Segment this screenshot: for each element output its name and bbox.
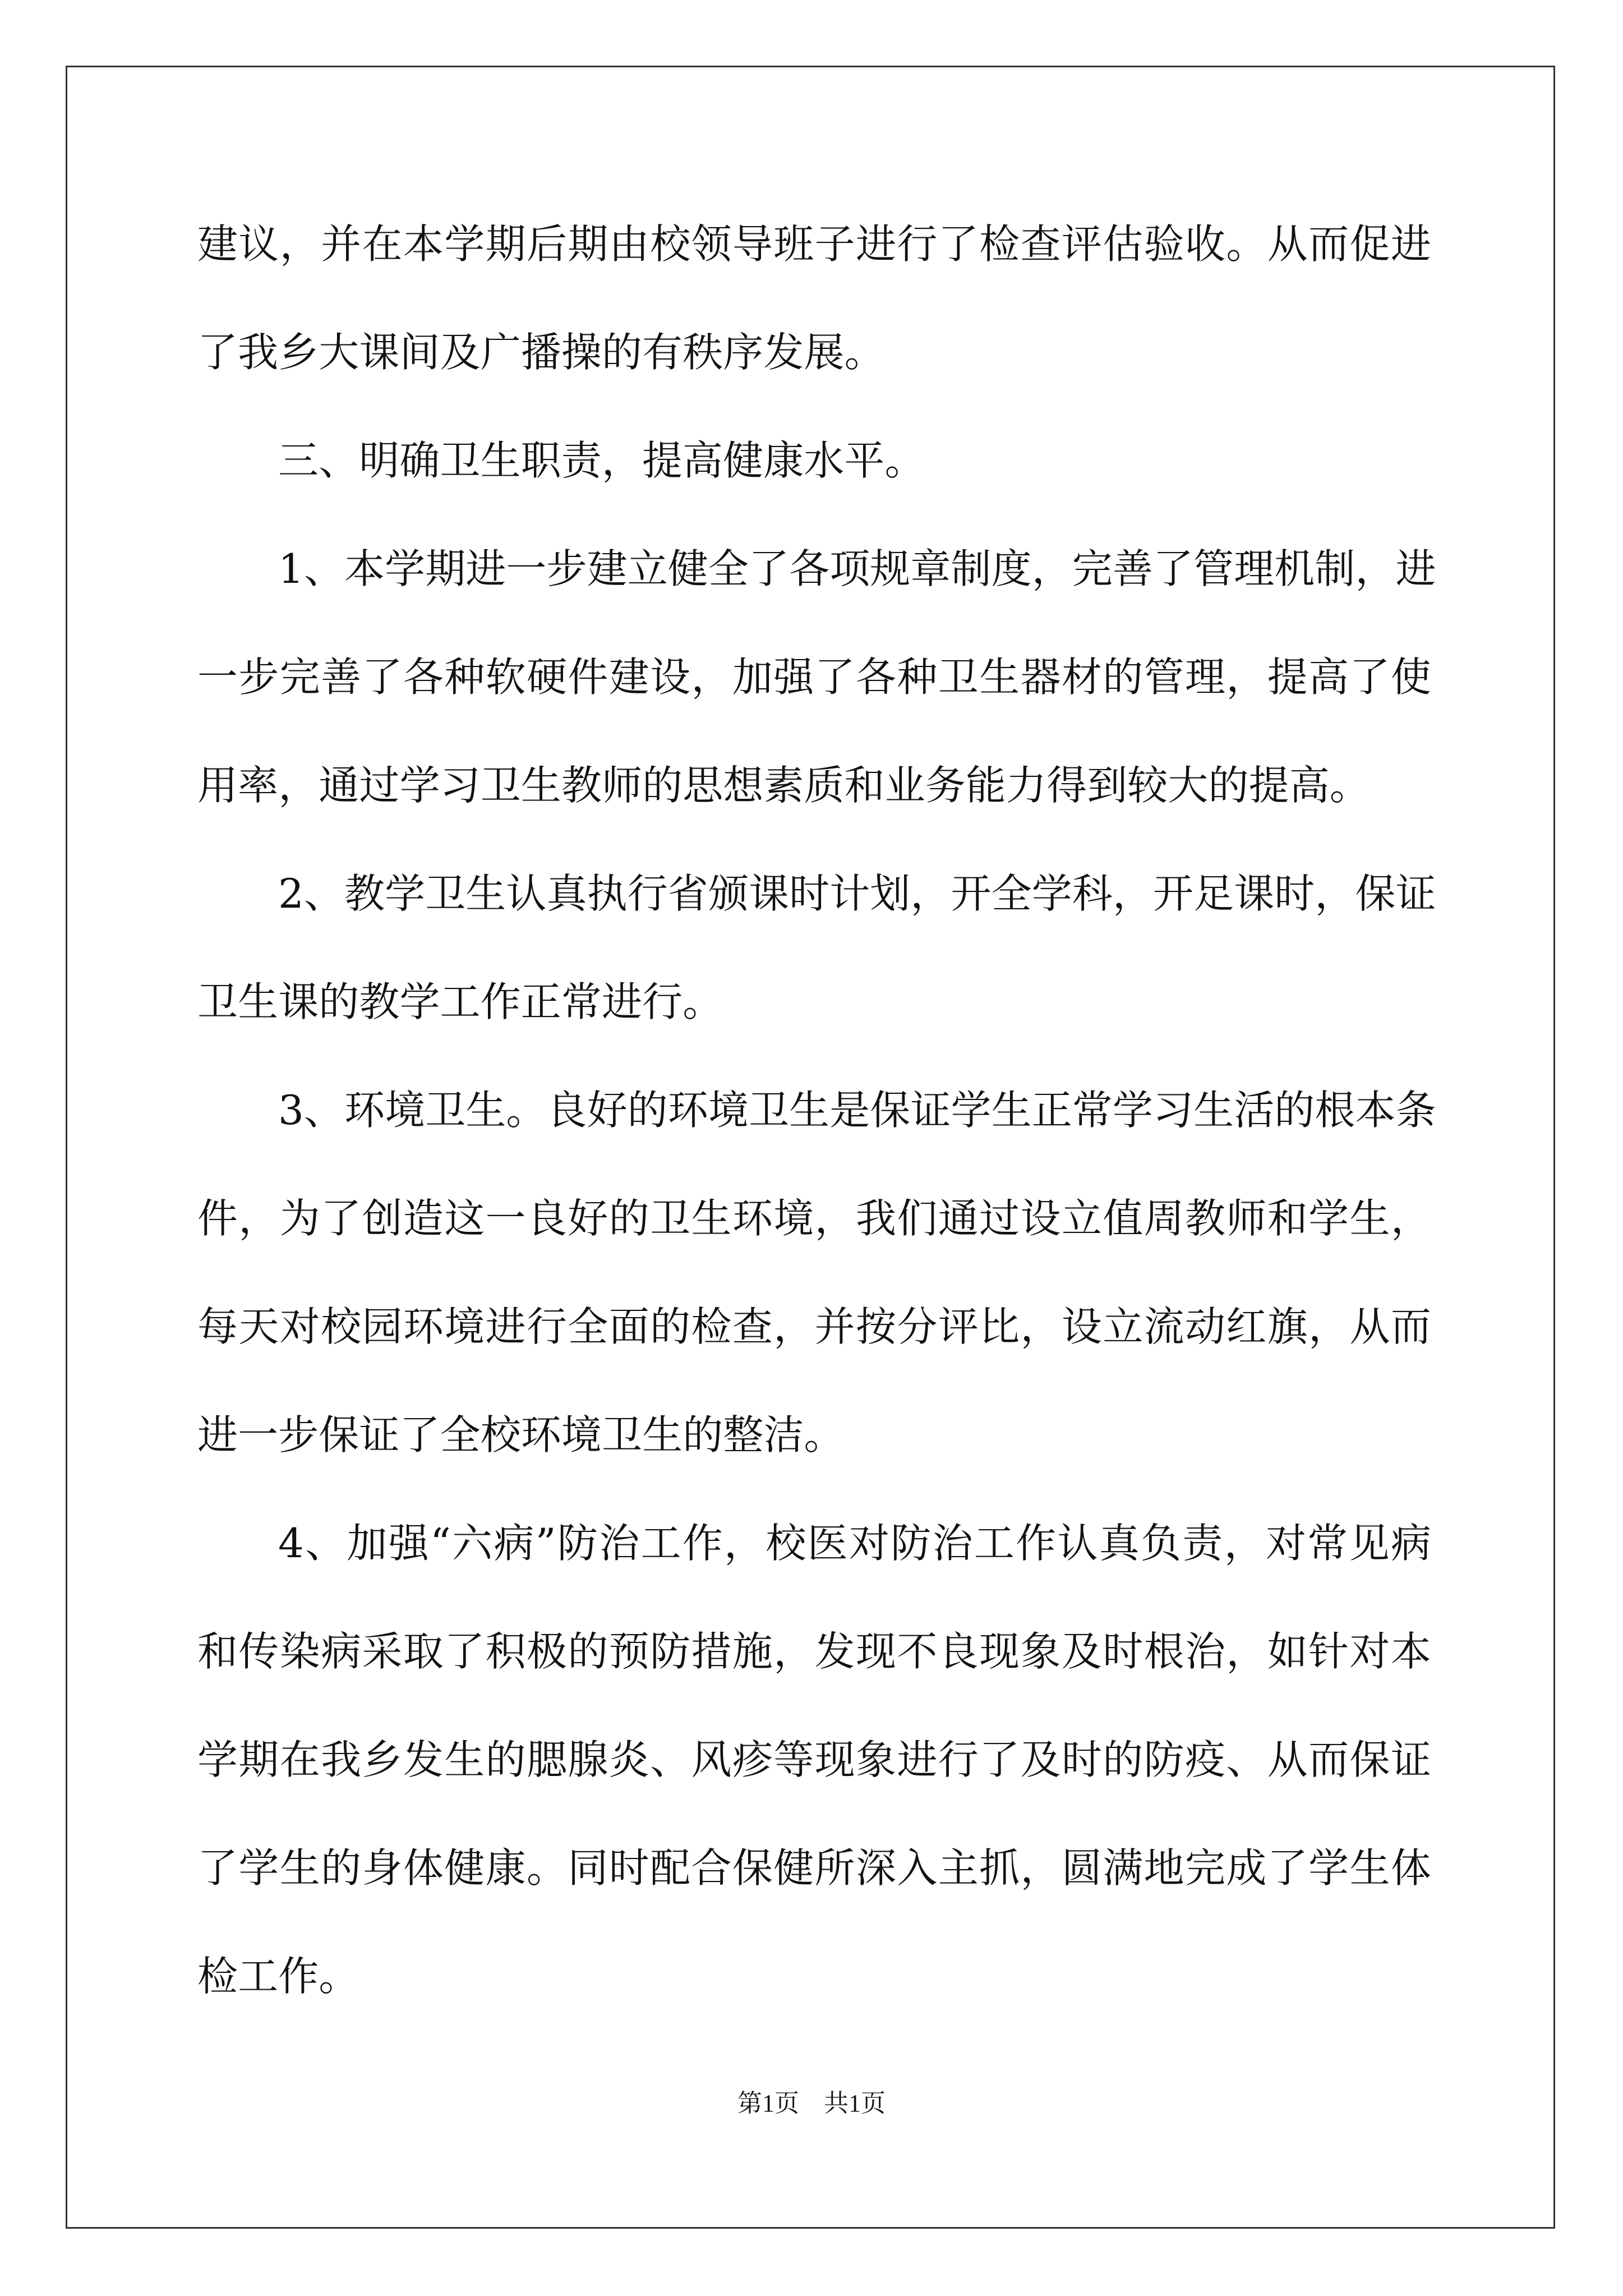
- text-line: 每天对校园环境进行全面的检查，并按分评比，设立流动红旗，从而: [197, 1303, 1431, 1350]
- text-line: 了学生的身体健康。同时配合保健所深入主抓，圆满地完成了学生体: [197, 1844, 1431, 1892]
- page-number-footer: 第1页 共1页: [737, 2090, 886, 2117]
- text-line: 2、教学卫生认真执行省颁课时计划，开全学科，开足课时，保证: [278, 870, 1436, 917]
- page-border: [66, 66, 1555, 2229]
- text-line: 件，为了创造这一良好的卫生环境，我们通过设立值周教师和学生，: [197, 1195, 1431, 1242]
- text-line: 4、加强“六病”防治工作，校医对防治工作认真负责，对常见病: [278, 1520, 1431, 1567]
- text-line: 一步完善了各种软硬件建设，加强了各种卫生器材的管理，提高了使: [197, 654, 1431, 701]
- text-line: 学期在我乡发生的腮腺炎、风疹等现象进行了及时的防疫、从而保证: [197, 1736, 1431, 1783]
- text-line: 1、本学期进一步建立健全了各项规章制度，完善了管理机制，进: [278, 545, 1436, 592]
- text-line: 和传染病采取了积极的预防措施，发现不良现象及时根治，如针对本: [197, 1628, 1431, 1675]
- text-line: 3、环境卫生。良好的环境卫生是保证学生正常学习生活的根本条: [278, 1087, 1436, 1134]
- text-line: 建议，并在本学期后期由校领导班子进行了检查评估验收。从而促进: [197, 220, 1431, 268]
- section-heading: 三、明确卫生职责，提高健康水平。: [278, 437, 925, 484]
- text-line: 进一步保证了全校环境卫生的整洁。: [197, 1411, 845, 1458]
- text-line: 用率，通过学习卫生教师的思想素质和业务能力得到较大的提高。: [197, 762, 1370, 809]
- text-line: 卫生课的教学工作正常进行。: [197, 978, 723, 1025]
- text-line: 检工作。: [197, 1953, 359, 2000]
- text-line: 了我乡大课间及广播操的有秩序发展。: [197, 329, 885, 376]
